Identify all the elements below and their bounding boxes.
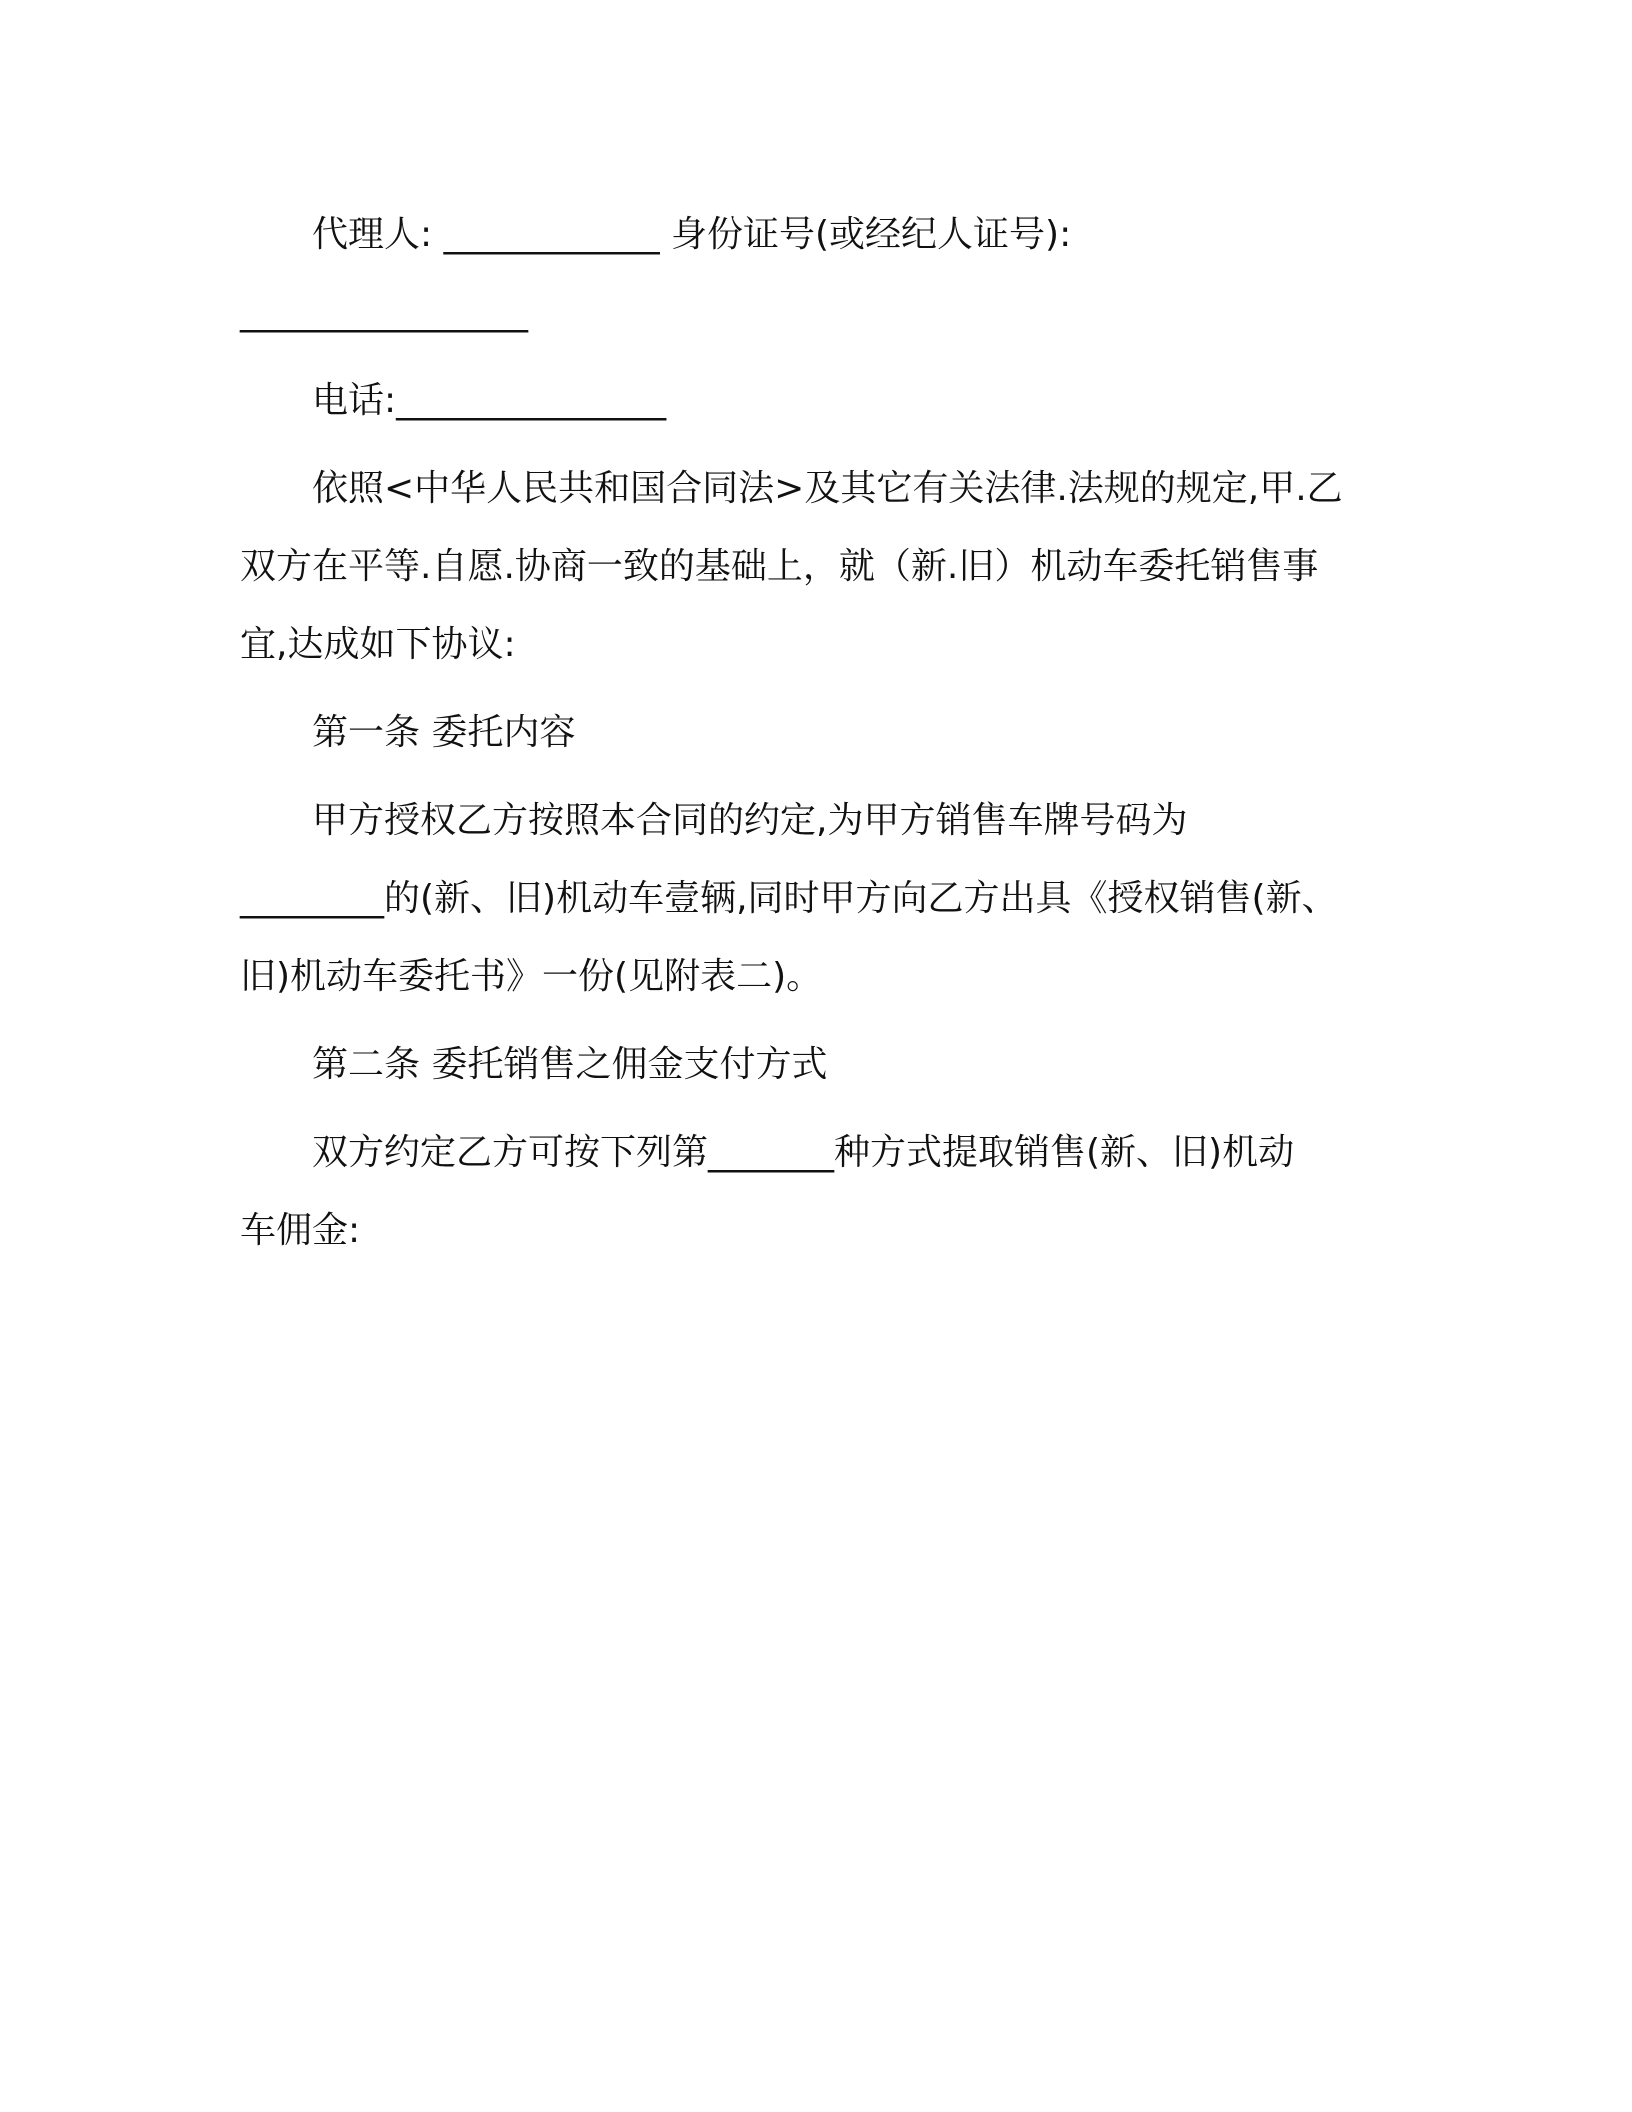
article-2-line-2: 车佣金:: [240, 1210, 361, 1251]
article-1-line-3: 旧)机动车委托书》一份(见附表二)。: [240, 956, 823, 997]
intro-line-2: 双方在平等.自愿.协商一致的基础上，就（新.旧）机动车委托销售事: [240, 546, 1319, 587]
agent-line: 代理人: ____________ 身份证号(或经纪人证号):: [312, 214, 1072, 255]
article-1-body-paragraph: [240, 782, 1392, 1016]
intro-paragraph: [240, 450, 1392, 684]
article-2-line-1: 双方约定乙方可按下列第_______种方式提取销售(新、旧)机动: [312, 1132, 1295, 1173]
agent-paragraph: [240, 196, 1392, 352]
article-1-line-2: ________的(新、旧)机动车壹辆,同时甲方向乙方出具《授权销售(新、: [240, 878, 1338, 919]
article-2-heading: 第二条 委托销售之佣金支付方式: [312, 1044, 828, 1085]
article-1-line-1: 甲方授权乙方按照本合同的约定,为甲方销售车牌号码为: [312, 800, 1188, 841]
article-2-heading-paragraph: [240, 1026, 1392, 1104]
article-2-body-paragraph: [240, 1114, 1392, 1270]
document-body: [240, 196, 1392, 1280]
intro-line-1: 依照<中华人民共和国合同法>及其它有关法律.法规的规定,甲.乙: [312, 468, 1343, 509]
intro-line-3: 宜,达成如下协议:: [240, 624, 516, 665]
phone-line: 电话:_______________: [312, 380, 667, 421]
phone-paragraph: [240, 362, 1392, 440]
agent-id-blank-line: ________________: [240, 292, 528, 333]
article-1-heading: 第一条 委托内容: [312, 712, 576, 753]
article-1-heading-paragraph: [240, 694, 1392, 772]
